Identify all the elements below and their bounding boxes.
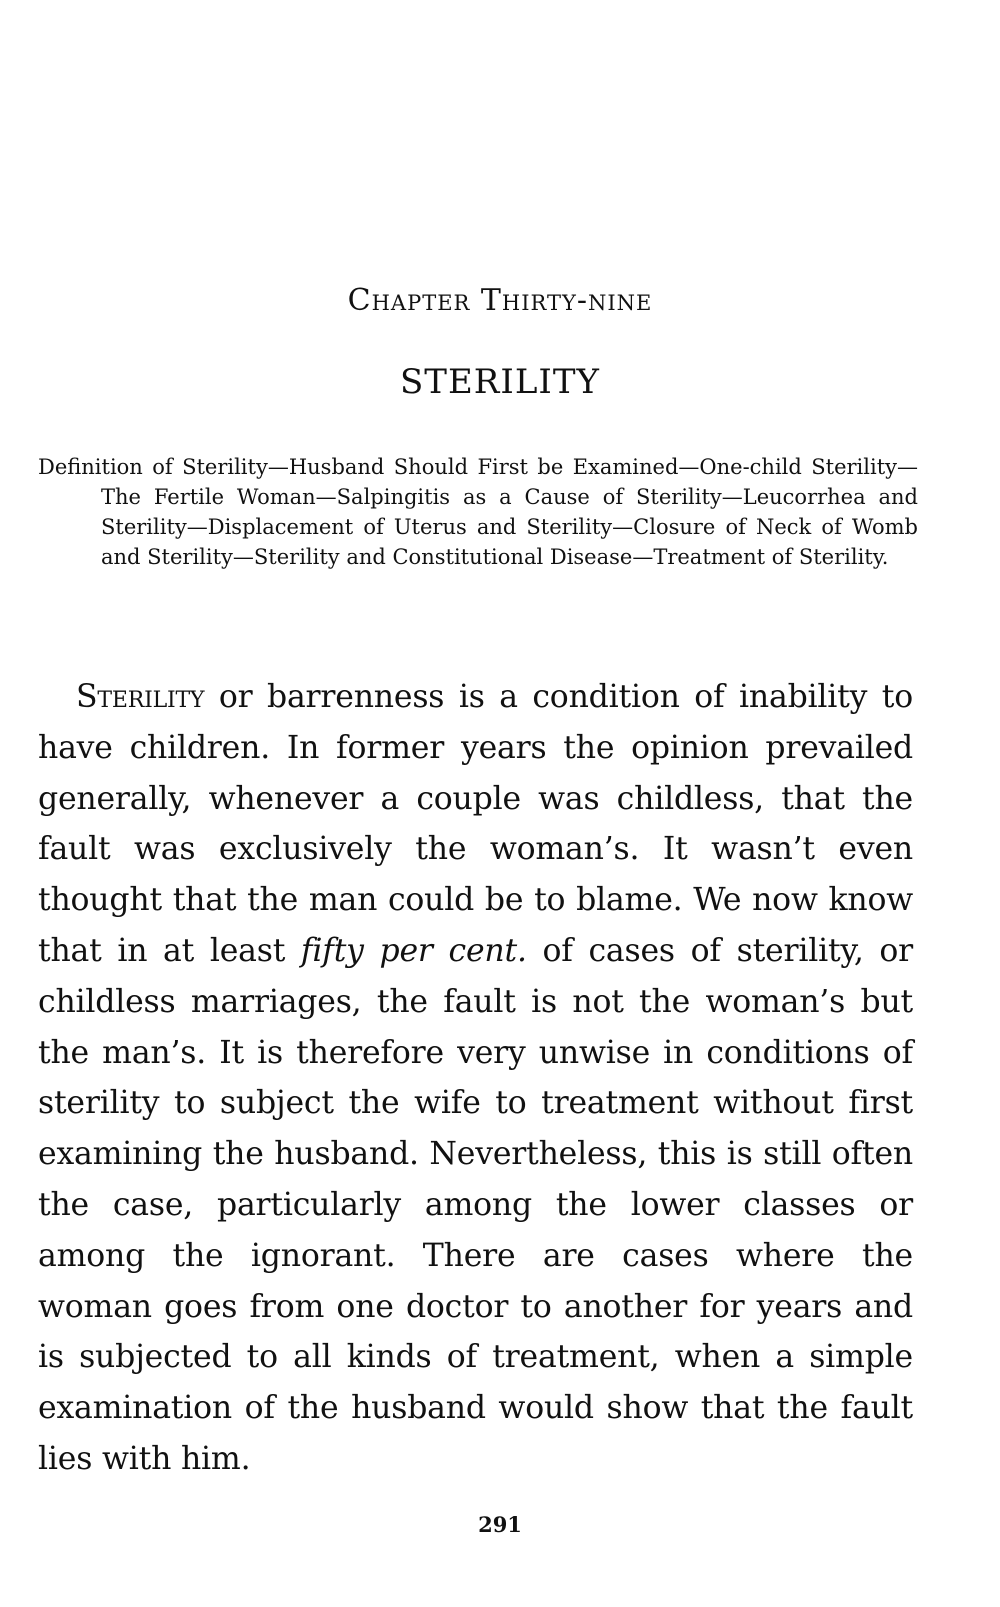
chapter-title: STERILITY — [400, 362, 600, 402]
chapter-heading: Chapter Thirty-nine — [347, 283, 653, 318]
body-text-part-1: or barrenness is a condition of inability to have children. In former years the opinion prevailed generally, whenever a couple was childless, that the fault was exclusively the woman’s. It wasn’t even thought that the man could be to blame. We now know that in at least — [38, 679, 913, 969]
body-text-part-2: of cases of sterility, or childless marriages, the fault is not the woman’s but the man’s. It is therefore very unwise in conditions of sterility to subject the wife to treatment without first examining the husband. Nevertheless, this is still often the case, particularly among the lower classes or among the ignorant. There are cases where the woman goes from one doctor to another for years and is subjected to all kinds of treatment, when a simple examination of the husband would show that the fault lies with him. — [38, 932, 914, 1477]
chapter-synopsis: Definition of Sterility—Husband Should First be Examined—One-child Sterility—The Fertile Woman—Salpingitis as a Cause of Sterility—Leucorrhea and Sterility—Displacement of Uterus and Sterility—Closure of Neck of Womb and Sterility—Sterility and Constitutional Disease—Treatment of Sterility. — [38, 455, 918, 569]
page-number: 291 — [478, 1512, 522, 1537]
body-paragraph — [38, 672, 913, 1485]
emphasized-text: fifty per cent. — [300, 932, 527, 969]
lead-word: Sterility — [76, 679, 205, 715]
